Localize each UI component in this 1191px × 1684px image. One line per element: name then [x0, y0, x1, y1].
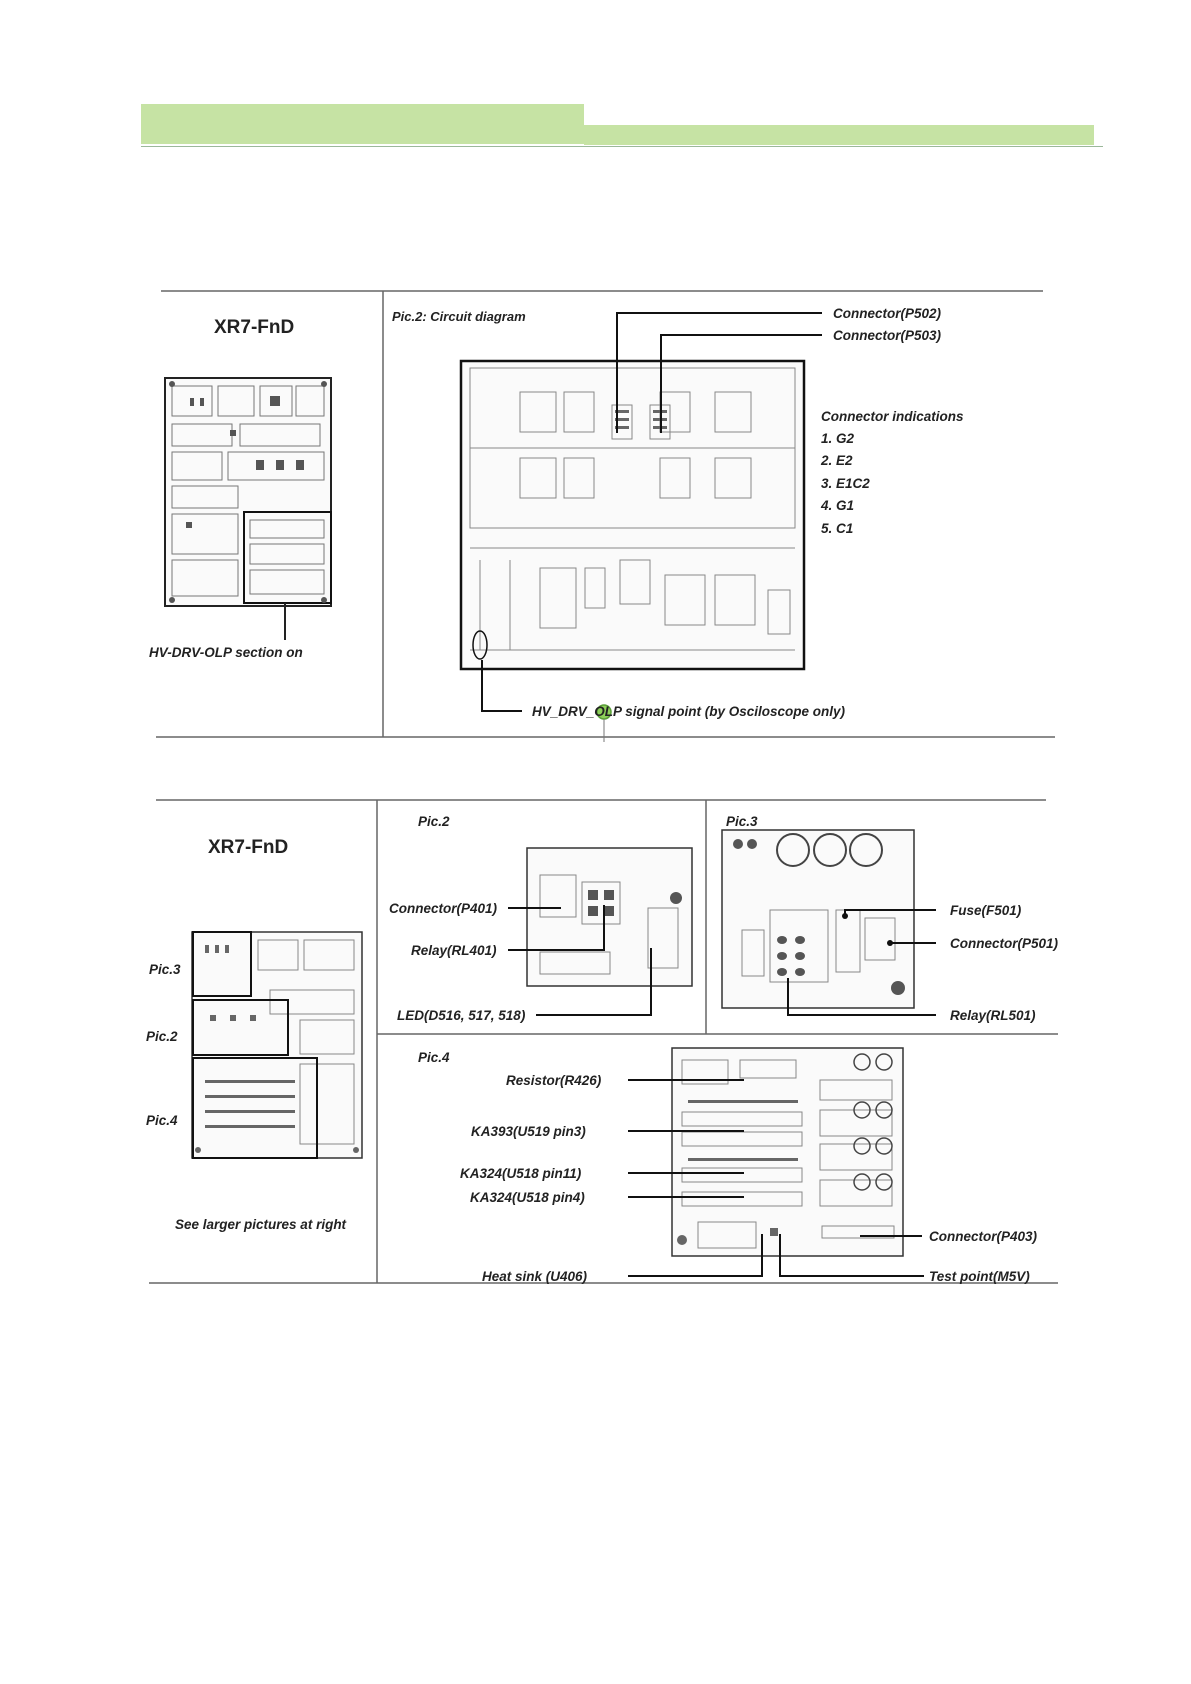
- pic2-title: Pic.2: [418, 814, 450, 829]
- pic-title-circuit: Pic.2: Circuit diagram: [392, 309, 526, 324]
- pic4-title: Pic.4: [418, 1050, 450, 1065]
- resistor-r426-label: Resistor(R426): [506, 1073, 602, 1088]
- signal-point-label: HV_DRV_OLP signal point (by Osciloscope only): [532, 704, 846, 719]
- connector-p501-label: Connector(P501): [950, 936, 1059, 951]
- overview-pic2-label: Pic.2: [146, 1029, 178, 1044]
- indications-title: Connector indications: [821, 409, 964, 424]
- connector-p502-label: Connector(P502): [833, 306, 942, 321]
- ka324-pin4-label: KA324(U518 pin4): [470, 1190, 585, 1205]
- indication-item: 5. C1: [821, 521, 854, 536]
- model-title-2: XR7-FnD: [208, 837, 289, 858]
- led-label: LED(D516, 517, 518): [397, 1008, 526, 1023]
- pcb-overview: [192, 932, 362, 1158]
- pic4-board-image: [628, 1048, 924, 1276]
- indication-item: 1. G2: [821, 431, 855, 446]
- model-title-1: XR7-FnD: [214, 317, 295, 338]
- heat-sink-label: Heat sink (U406): [482, 1269, 588, 1284]
- indication-item: 4. G1: [821, 498, 855, 513]
- relay-rl401-label: Relay(RL401): [411, 943, 497, 958]
- indication-item: 2. E2: [821, 453, 853, 468]
- ka393-label: KA393(U519 pin3): [471, 1124, 586, 1139]
- connector-p401-label: Connector(P401): [389, 901, 498, 916]
- indication-item: 3. E1C2: [821, 476, 870, 491]
- overview-pic4-label: Pic.4: [146, 1113, 178, 1128]
- pic3-title: Pic.3: [726, 814, 758, 829]
- relay-rl501-label: Relay(RL501): [950, 1008, 1036, 1023]
- pcb-callout-label: HV-DRV-OLP section on: [149, 645, 303, 660]
- fuse-f501-label: Fuse(F501): [950, 903, 1022, 918]
- see-larger-note: See larger pictures at right: [175, 1217, 347, 1232]
- connector-p503-label: Connector(P503): [833, 328, 942, 343]
- test-point-label: Test point(M5V): [929, 1269, 1030, 1284]
- pic2-board-image: [508, 848, 692, 1015]
- pic3-board-image: [722, 830, 936, 1015]
- connector-p403-label: Connector(P403): [929, 1229, 1038, 1244]
- overview-pic3-label: Pic.3: [149, 962, 181, 977]
- ka324-pin11-label: KA324(U518 pin11): [460, 1166, 582, 1181]
